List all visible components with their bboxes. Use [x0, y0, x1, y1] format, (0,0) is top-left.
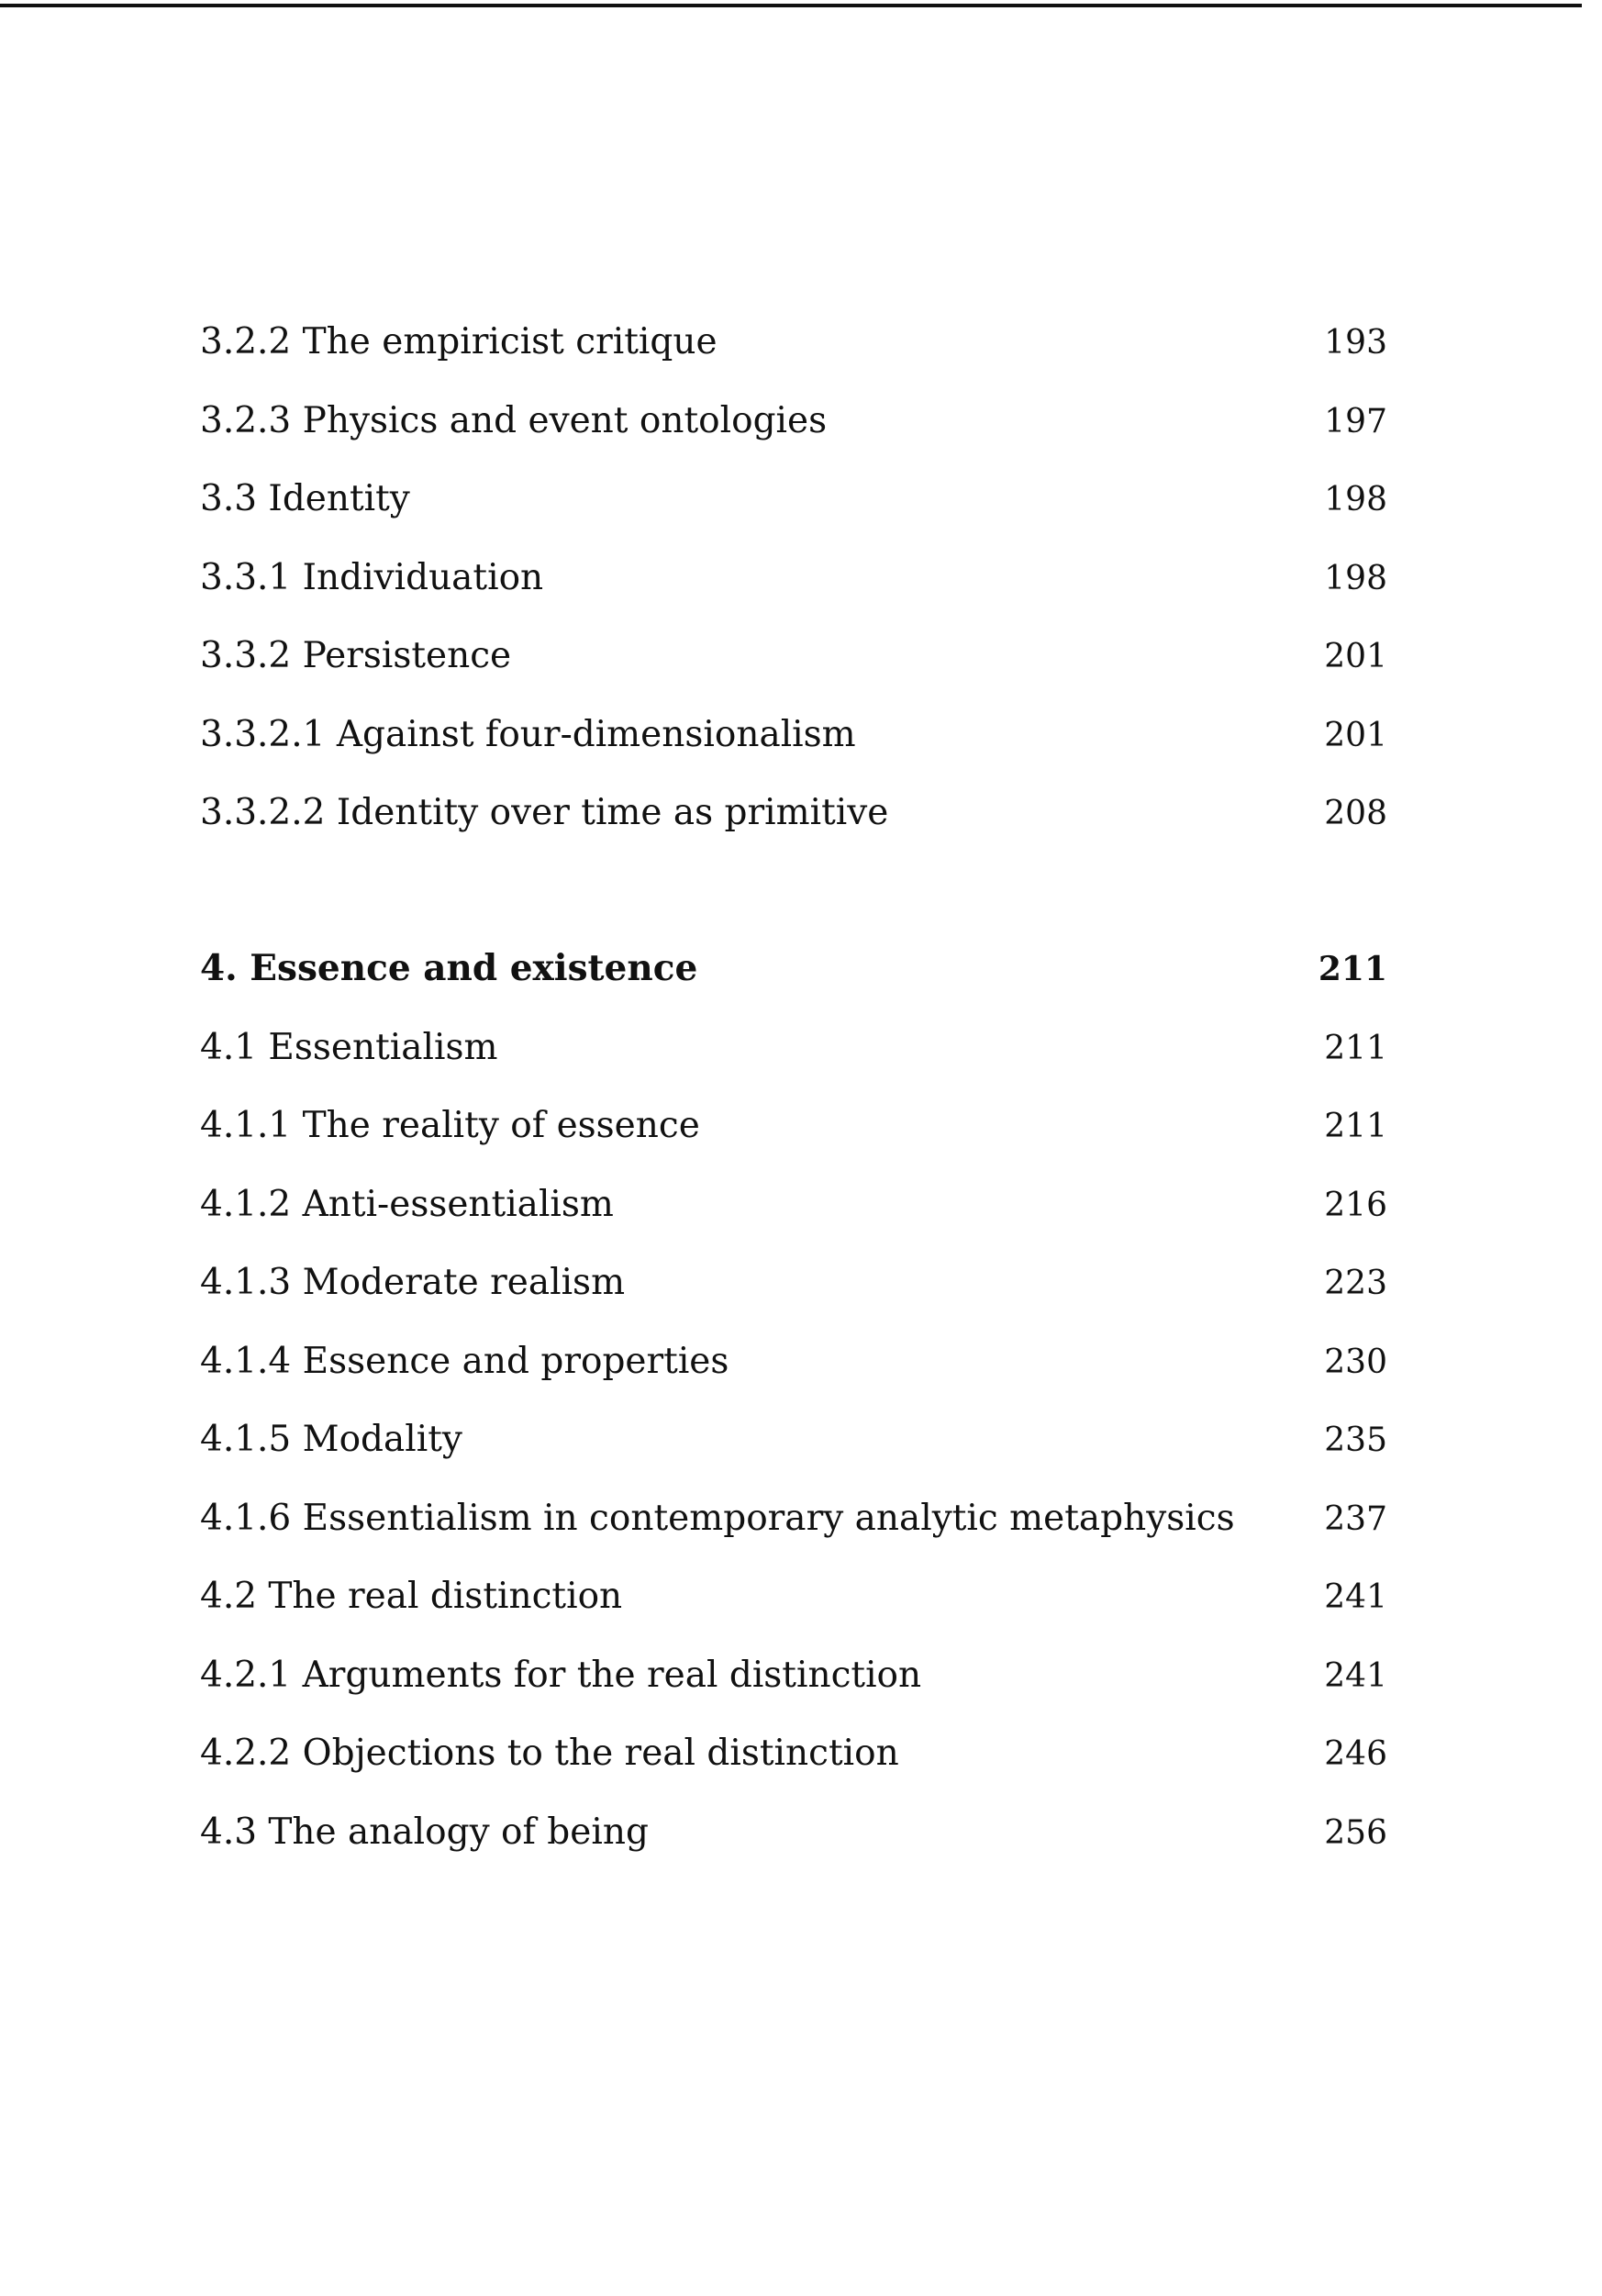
toc-entry[interactable]	[200, 460, 1387, 539]
toc-entry[interactable]	[200, 1714, 1387, 1793]
toc-entry-page: 211	[1324, 1029, 1387, 1067]
toc-entry-title: 4.2.1 Arguments for the real distinction	[200, 1654, 922, 1696]
chapter-page: 211	[1318, 950, 1387, 988]
toc-entry-title: 4.1 Essentialism	[200, 1026, 498, 1068]
toc-entry-page: 193	[1324, 324, 1387, 362]
toc-entry[interactable]	[200, 617, 1387, 696]
toc-entry[interactable]	[200, 1636, 1387, 1715]
toc-entry-page: 241	[1324, 1656, 1387, 1695]
toc-entry[interactable]	[200, 303, 1387, 382]
toc-entry-page: 211	[1324, 1108, 1387, 1145]
toc-entry-title: 4.1.3 Moderate realism	[200, 1262, 626, 1303]
toc-entry-page: 201	[1324, 716, 1387, 754]
chapter-title: 4. Essence and existence	[200, 947, 698, 989]
toc-entry-title: 3.3.2 Persistence	[200, 635, 512, 676]
toc-entry-title: 3.3.2.2 Identity over time as primitive	[200, 792, 889, 833]
toc-entry[interactable]	[200, 1557, 1387, 1636]
toc-entry-title: 4.2.2 Objections to the real distinction	[200, 1733, 899, 1774]
toc-entry[interactable]	[200, 1165, 1387, 1244]
toc-chapter-heading[interactable]	[200, 930, 1387, 1009]
toc-entry-page: 197	[1324, 402, 1387, 440]
toc-entry-page: 256	[1324, 1813, 1387, 1852]
top-rule	[0, 0, 1582, 7]
toc-chapter-4	[200, 930, 1387, 1871]
toc-entry[interactable]	[200, 382, 1387, 461]
toc-entry[interactable]	[200, 1479, 1387, 1558]
toc-entry-title: 4.2 The real distinction	[200, 1576, 623, 1617]
toc-entry-title: 3.2.3 Physics and event ontologies	[200, 399, 828, 441]
toc-entry-page: 246	[1324, 1735, 1387, 1773]
toc-entry-title: 3.2.2 The empiricist critique	[200, 321, 718, 362]
toc-entry-title: 4.1.6 Essentialism in contemporary analytic metaphysics	[200, 1497, 1235, 1539]
toc-entry[interactable]	[200, 1243, 1387, 1322]
toc-entry-page: 216	[1324, 1186, 1387, 1224]
toc-entry-title: 4.1.4 Essence and properties	[200, 1340, 729, 1382]
toc-entry[interactable]	[200, 774, 1387, 853]
toc-entry-title: 3.3.1 Individuation	[200, 556, 544, 598]
toc-entry-page: 223	[1324, 1265, 1387, 1302]
toc-entry-page: 198	[1324, 559, 1387, 597]
toc-entry-title: 4.1.1 The reality of essence	[200, 1105, 700, 1146]
toc-entry-title: 4.3 The analogy of being	[200, 1811, 649, 1853]
toc-entry-page: 208	[1324, 795, 1387, 832]
toc-entry-title: 3.3 Identity	[200, 478, 410, 519]
toc-entry[interactable]	[200, 1322, 1387, 1401]
toc-entry-page: 198	[1324, 481, 1387, 518]
toc-entry[interactable]	[200, 539, 1387, 618]
toc-entry-title: 3.3.2.1 Against four-dimensionalism	[200, 713, 856, 755]
toc-entry-page: 230	[1324, 1343, 1387, 1381]
toc-entry-title: 4.1.5 Modality	[200, 1419, 462, 1460]
toc-entry-page: 237	[1324, 1499, 1387, 1538]
toc-entry-page: 235	[1324, 1421, 1387, 1459]
toc-entry[interactable]	[200, 1009, 1387, 1087]
toc-entry[interactable]	[200, 1793, 1387, 1872]
toc-section-3-tail	[200, 303, 1387, 853]
toc-entry[interactable]	[200, 1400, 1387, 1479]
toc-entry-title: 4.1.2 Anti-essentialism	[200, 1183, 614, 1225]
toc-entry-page: 241	[1324, 1578, 1387, 1616]
toc-entry-page: 201	[1324, 638, 1387, 675]
toc-entry[interactable]	[200, 696, 1387, 775]
toc-entry[interactable]	[200, 1087, 1387, 1165]
